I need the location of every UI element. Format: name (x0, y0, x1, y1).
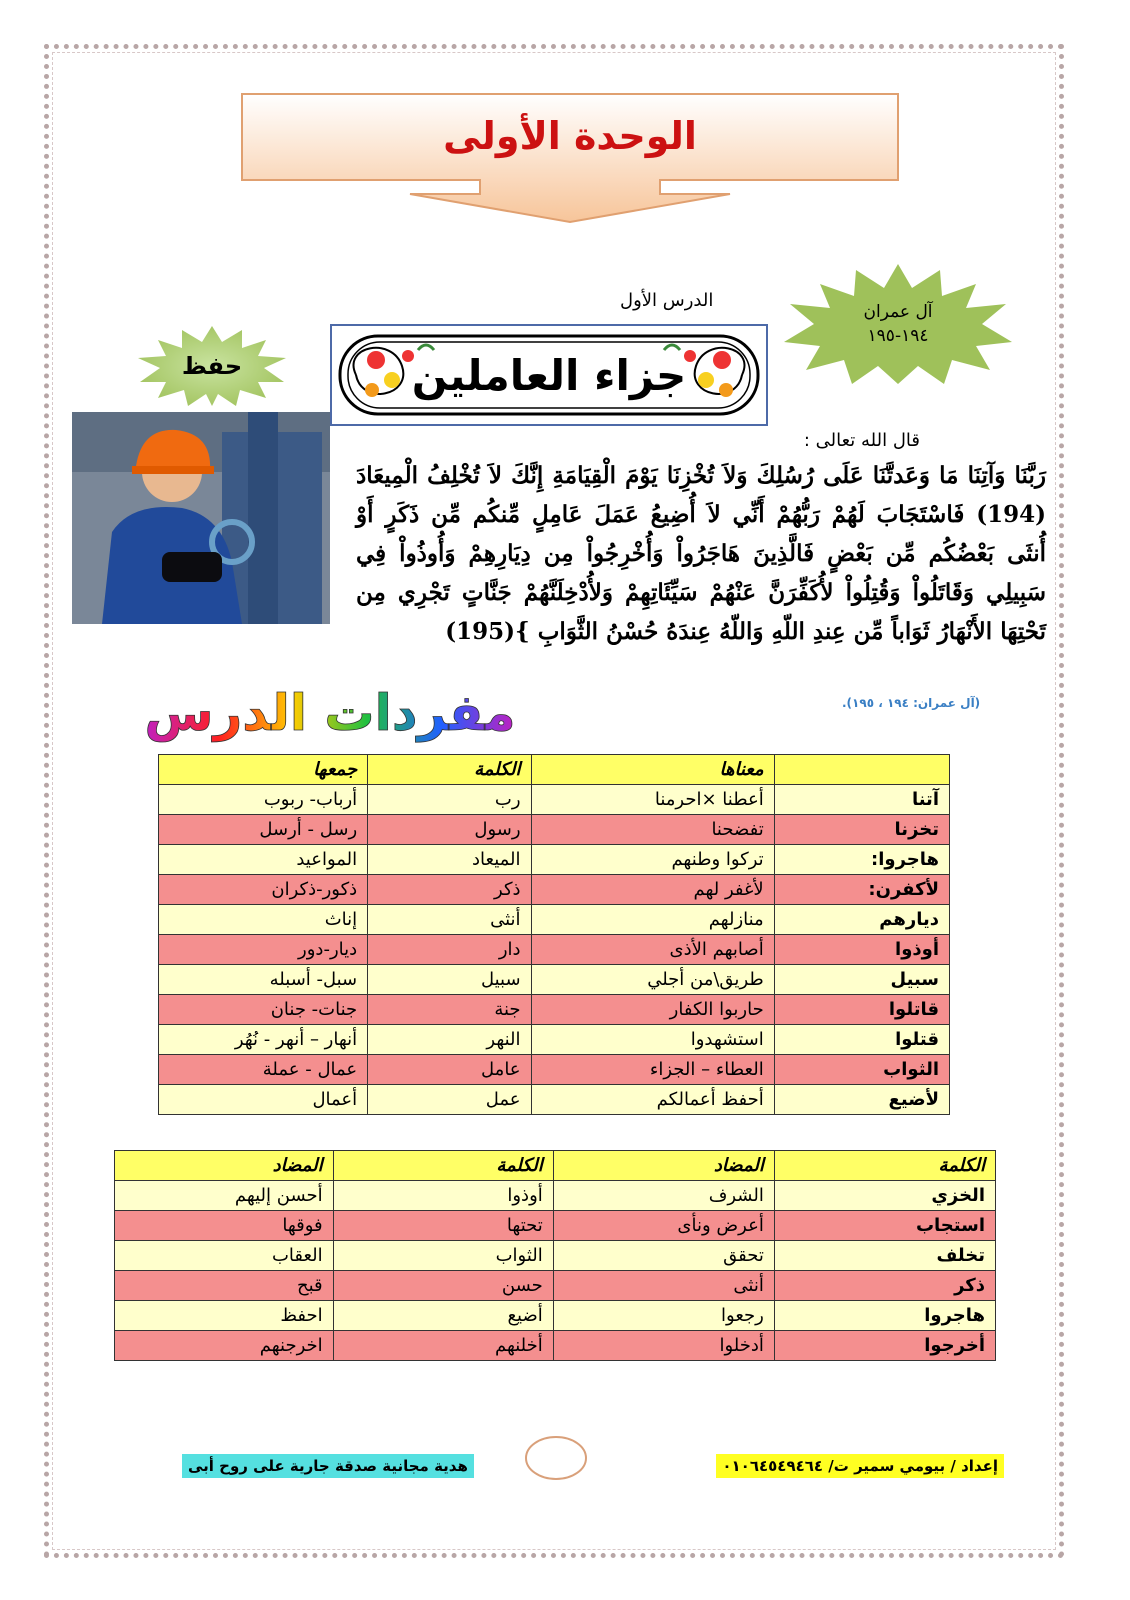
table-cell: جنات- جنان (159, 995, 368, 1025)
table-cell: سبل- أسبله (159, 965, 368, 995)
surah-verses: ١٩٤-١٩٥ (867, 326, 929, 346)
table-cell: لأضيع (774, 1085, 949, 1115)
table-cell: أعمال (159, 1085, 368, 1115)
table-row (159, 815, 950, 845)
table-cell: أنهار – أنهر - نُهُر (159, 1025, 368, 1055)
worker-image-icon (72, 412, 330, 624)
table-cell: سبيل (368, 965, 531, 995)
table-cell: النهر (368, 1025, 531, 1055)
table-cell: تحقق (553, 1241, 774, 1271)
table-cell: تركوا وطنهم (531, 845, 774, 875)
table-cell: سبيل (774, 965, 949, 995)
table-cell: أخلنهم (333, 1331, 553, 1361)
table-cell: رسل - أرسل (159, 815, 368, 845)
table-cell: هاجروا: (774, 845, 949, 875)
column-header: معناها (531, 755, 774, 785)
table-cell: المواعيد (159, 845, 368, 875)
table-cell: أصابهم الأذى (531, 935, 774, 965)
surah-label (820, 292, 976, 356)
table-row (115, 1211, 996, 1241)
table-row (159, 995, 950, 1025)
table-cell: جنة (368, 995, 531, 1025)
column-header: الكلمة (368, 755, 531, 785)
table-cell: العطاء – الجزاء (531, 1055, 774, 1085)
memorize-starburst (134, 324, 290, 408)
unit-title-callout (240, 92, 900, 224)
surah-starburst (780, 262, 1016, 386)
lesson-title: جزاء العاملين (411, 350, 687, 400)
vocabulary-table (158, 754, 950, 1115)
table-row (159, 785, 950, 815)
table-cell: رسول (368, 815, 531, 845)
table-cell: عمل (368, 1085, 531, 1115)
table-cell: منازلهم (531, 905, 774, 935)
table-cell: الشرف (553, 1181, 774, 1211)
lesson-title-banner (330, 324, 768, 426)
table-row (115, 1331, 996, 1361)
table-row (115, 1241, 996, 1271)
table-cell: الثواب (333, 1241, 553, 1271)
table-row (159, 965, 950, 995)
table-cell: رب (368, 785, 531, 815)
column-header: المضاد (553, 1151, 774, 1181)
table-cell: حاربوا الكفار (531, 995, 774, 1025)
memorize-label: حفظ (181, 352, 243, 380)
table-cell: ديارهم (774, 905, 949, 935)
table-cell: إناث (159, 905, 368, 935)
table-cell: استجاب (774, 1211, 995, 1241)
table-cell: طريق\من أجلي (531, 965, 774, 995)
table-header-row (115, 1151, 996, 1181)
column-header: المضاد (115, 1151, 334, 1181)
footer-dedication: هدية مجانية صدقة جارية على روح أبى (182, 1454, 474, 1478)
table-cell: أوذوا (333, 1181, 553, 1211)
verse-intro: قال الله تعالى : (803, 430, 920, 451)
table-cell: أرباب- ربوب (159, 785, 368, 815)
table-cell: لأكفرن: (774, 875, 949, 905)
opposites-table (114, 1150, 996, 1361)
verse-reference: (آل عمران: ١٩٤ ، ١٩٥). (842, 696, 981, 710)
vocabulary-title-art (120, 676, 540, 750)
table-row (115, 1271, 996, 1301)
table-cell: استشهدوا (531, 1025, 774, 1055)
table-cell: دار (368, 935, 531, 965)
table-cell: ديار-دور (159, 935, 368, 965)
column-header (774, 755, 949, 785)
table-cell: لأغفر لهم (531, 875, 774, 905)
table-cell: عمال - عملة (159, 1055, 368, 1085)
table-row (159, 1055, 950, 1085)
table-cell: ذكر (774, 1271, 995, 1301)
table-cell: أنثى (553, 1271, 774, 1301)
table-cell: أوذوا (774, 935, 949, 965)
table-cell: ذكور-ذكران (159, 875, 368, 905)
vocabulary-title (120, 676, 540, 750)
table-cell: أضيع (333, 1301, 553, 1331)
table-row (159, 1085, 950, 1115)
surah-name: آل عمران (863, 302, 933, 322)
table-cell: هاجروا (774, 1301, 995, 1331)
quran-verse: رَبَّنَا وَآتِنَا مَا وَعَدتَّنَا عَلَى رُسُلِكَ وَلاَ تُخْزِنَا يَوْمَ الْقِيَامَةِ إِنَّكَ لاَ تُخْلِفُ الْمِيعَادَ (194) فَاسْتَجَابَ لَهُمْ رَبُّهُمْ أَنِّي لاَ أُضِيعُ عَمَلَ عَامِلٍ مِّنكُم مِّن ذَكَرٍ أَوْ أُنثَى بَعْضُكُم مِّن بَعْضٍ فَالَّذِينَ هَاجَرُواْ وَأُخْرِجُواْ مِن دِيَارِهِمْ وَأُوذُواْ فِي سَبِيلِي وَقَاتَلُواْ وَقُتِلُواْ لأُكَفِّرَنَّ عَنْهُمْ سَيِّئَاتِهِمْ وَلأُدْخِلَنَّهُمْ جَنَّاتٍ تَجْرِي مِن تَحْتِهَا الأَنْهَارُ ثَوَاباً مِّن عِندِ اللّهِ وَاللّهُ عِندَهُ حُسْنُ الثَّوَابِ }(195) (356, 462, 1046, 645)
table-cell: احفظ (115, 1301, 334, 1331)
lesson-label: الدرس الأول (620, 290, 714, 311)
table-row (115, 1301, 996, 1331)
table-cell: حسن (333, 1271, 553, 1301)
column-header: جمعها (159, 755, 368, 785)
table-cell: أعرض ونأى (553, 1211, 774, 1241)
table-cell: الخزي (774, 1181, 995, 1211)
table-cell: تخلف (774, 1241, 995, 1271)
unit-title: الوحدة الأولى (443, 114, 697, 158)
worker-photo (72, 412, 330, 624)
table-cell: أحفظ أعمالكم (531, 1085, 774, 1115)
column-header: الكلمة (333, 1151, 553, 1181)
table-cell: تخزنا (774, 815, 949, 845)
table-cell: أعطنا ×احرمنا (531, 785, 774, 815)
table-row (159, 1025, 950, 1055)
footer-author: إعداد / بيومي سمير ت/ ٠١٠٦٤٥٤٩٤٦٤ (716, 1454, 1004, 1478)
table-cell: تحتها (333, 1211, 553, 1241)
table-row (159, 875, 950, 905)
table-cell: ذكر (368, 875, 531, 905)
table-row (159, 845, 950, 875)
table-cell: آتنا (774, 785, 949, 815)
table-cell: قتلوا (774, 1025, 949, 1055)
column-header: الكلمة (774, 1151, 995, 1181)
table-cell: قاتلوا (774, 995, 949, 1025)
table-cell: أحسن إليهم (115, 1181, 334, 1211)
table-cell: الميعاد (368, 845, 531, 875)
table-cell: قبح (115, 1271, 334, 1301)
table-row (115, 1181, 996, 1211)
table-cell: رجعوا (553, 1301, 774, 1331)
table-cell: تفضحنا (531, 815, 774, 845)
vocabulary-title-text: مفردات الدرس (144, 684, 516, 742)
table-cell: عامل (368, 1055, 531, 1085)
table-row (159, 905, 950, 935)
table-cell: الثواب (774, 1055, 949, 1085)
page-number-oval-icon (524, 1434, 588, 1482)
table-cell: أخرجوا (774, 1331, 995, 1361)
table-row (159, 935, 950, 965)
table-cell: أنثى (368, 905, 531, 935)
table-cell: أدخلوا (553, 1331, 774, 1361)
table-cell: فوقها (115, 1211, 334, 1241)
table-cell: العقاب (115, 1241, 334, 1271)
table-cell: اخرجنهم (115, 1331, 334, 1361)
table-header-row (159, 755, 950, 785)
